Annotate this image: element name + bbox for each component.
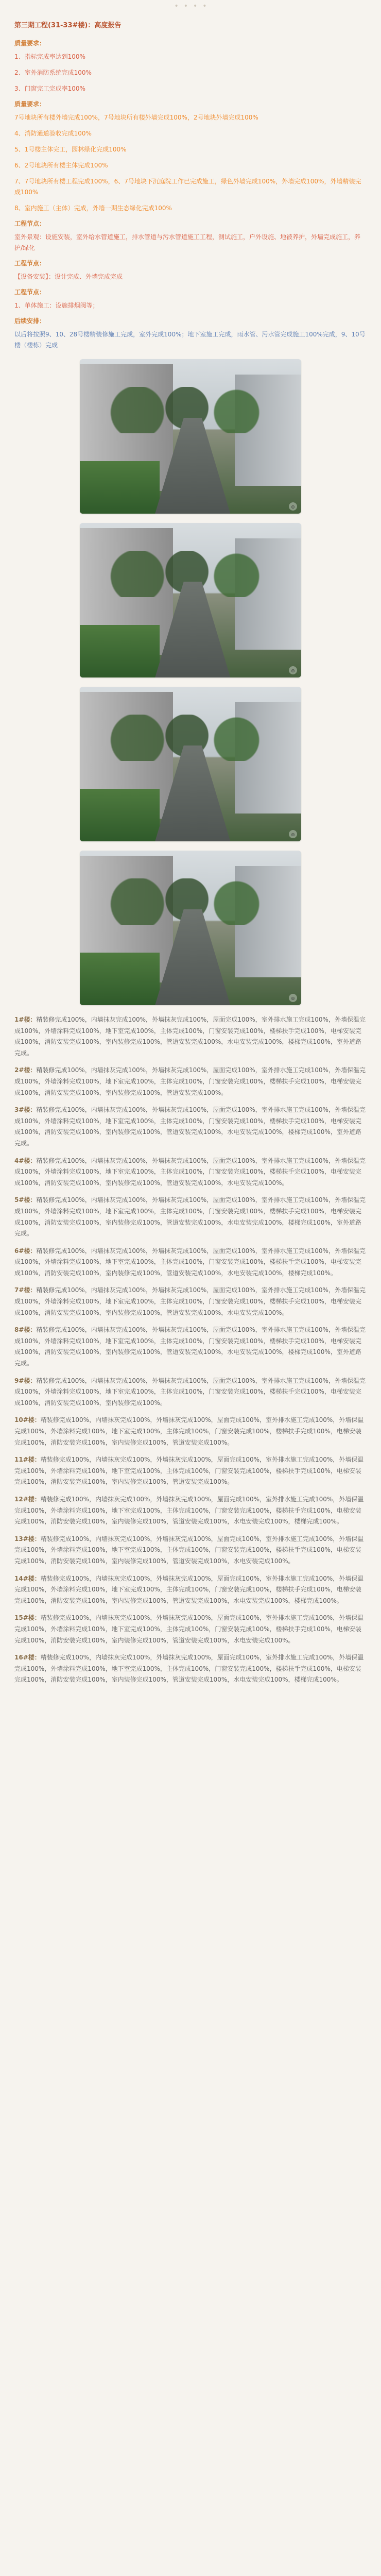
building-status-item (14, 1105, 367, 1149)
building-label: 3#楼： (14, 1106, 37, 1114)
top-dot: • (193, 2, 198, 10)
watermark-icon: ◎ (289, 502, 297, 511)
construction-photo (80, 359, 301, 514)
photo-grass (80, 461, 160, 514)
section-line: 4、消防通道验收完成100% (14, 130, 92, 137)
building-status-item (14, 1494, 367, 1528)
photo-wrapper (14, 851, 367, 1005)
building-status-text: 精装修完成100%，内墙抹灰完成100%，外墙抹灰完成100%，屋面完成100%，室外排水施工完成100%，外墙保温完成100%，外墙涂料完成100%，地下室完成100%，主体完成100%，门窗安装完成100%，楼梯扶手完成100%，电梯安装完成100%，消防安装完成100%，室内装修完成100%，管道安装完成100%，水电安装完成100%。 (14, 1157, 366, 1187)
top-dot: • (202, 2, 207, 10)
building-status-item (14, 1325, 367, 1369)
section-label: 工程节点： (14, 220, 46, 227)
building-status-list (14, 1014, 367, 1686)
building-label: 4#楼： (14, 1157, 37, 1164)
building-label: 6#楼： (14, 1247, 37, 1255)
building-status-item (14, 1014, 367, 1059)
photo-grass (80, 789, 160, 841)
building-status-text: 精装修完成100%，内墙抹灰完成100%，外墙抹灰完成100%，屋面完成100%，室外排水施工完成100%，外墙保温完成100%，外墙涂料完成100%，地下室完成100%，主体完成100%，门窗安装完成100%，楼梯扶手完成100%，电梯安装完成100%，消防安装完成100%，室内装修完成100%，管道安装完成100%，水电安装完成100%，楼梯完成100%，室外道路完成。 (14, 1196, 366, 1238)
building-label: 14#楼： (14, 1574, 41, 1582)
top-dot: • (183, 2, 188, 10)
building-status-text: 精装修完成100%，内墙抹灰完成100%，外墙抹灰完成100%，屋面完成100%，室外排水施工完成100%，外墙保温完成100%，外墙涂料完成100%，地下室完成100%，主体完成100%，门窗安装完成100%，楼梯扶手完成100%，电梯安装完成100%，消防安装完成100%，室内装修完成100%，管道安装完成100%，水电安装完成100%。 (14, 1286, 366, 1316)
building-label: 11#楼： (14, 1456, 41, 1464)
building-status-item (14, 1573, 367, 1607)
building-status-item (14, 1195, 367, 1239)
section-line: 室外景观：设施安装，室外给水管道施工，排水管道与污水管道施工工程，测试施工，户外设施、地被养护，外墙完成施工，养护/绿化 (14, 233, 361, 251)
section-line: 1、单体施工：设施排烟阀等； (14, 302, 99, 309)
building-status-text: 精装修完成100%，内墙抹灰完成100%，外墙抹灰完成100%，屋面完成100%，室外排水施工完成100%，外墙保温完成100%，外墙涂料完成100%，地下室完成100%，主体完成100%，门窗安装完成100%，楼梯扶手完成100%，电梯安装完成100%，消防安装完成100%，室内装修完成100%。 (14, 1377, 366, 1406)
building-status-item (14, 1534, 367, 1567)
building-status-text: 精装修完成100%，内墙抹灰完成100%，外墙抹灰完成100%，屋面完成100%，室外排水施工完成100%，外墙保温完成100%，外墙涂料完成100%，地下室完成100%，主体完成100%，门窗安装完成100%，楼梯扶手完成100%，电梯安装完成100%，消防安装完成100%，室内装修完成100%，管道安装完成100%，水电安装完成100%，楼梯完成100%，室外道路完成。 (14, 1016, 366, 1057)
watermark-icon: ◎ (289, 666, 297, 674)
section-line: 8、室内施工（主体）完成，外墙一期生态绿化完成100% (14, 205, 172, 212)
section-line: 7号地块所有楼外墙完成100%，7号地块所有楼外墙完成100%，2号地块外墙完成100% (14, 114, 258, 121)
building-label: 8#楼： (14, 1326, 37, 1334)
content-area (0, 12, 381, 1706)
section-line: 2、室外消防系统完成100% (14, 69, 92, 76)
photo-grass (80, 625, 160, 677)
building-label: 16#楼： (14, 1654, 41, 1662)
building-label: 2#楼： (14, 1066, 37, 1074)
building-label: 15#楼： (14, 1614, 41, 1622)
building-label: 10#楼： (14, 1416, 41, 1424)
building-status-item (14, 1065, 367, 1098)
photo-grass (80, 953, 160, 1005)
building-status-text: 精装修完成100%，内墙抹灰完成100%，外墙抹灰完成100%，屋面完成100%，室外排水施工完成100%，外墙保温完成100%，外墙涂料完成100%，地下室完成100%，主体完成100%，门窗安装完成100%，楼梯扶手完成100%，电梯安装完成100%，消防安装完成100%，室内装修完成100%，管道安装完成100%，水电安装完成100%，楼梯完成100%。 (14, 1574, 364, 1604)
building-status-text: 精装修完成100%，内墙抹灰完成100%，外墙抹灰完成100%，屋面完成100%，室外排水施工完成100%，外墙保温完成100%，外墙涂料完成100%，地下室完成100%，主体完成100%，门窗安装完成100%，楼梯扶手完成100%，电梯安装完成100%，消防安装完成100%，室内装修完成100%，管道安装完成100%，水电安装完成100%。 (14, 1614, 364, 1644)
document-title: 第三期工程(31-33#楼)：高度报告 (14, 22, 122, 29)
section-line: 1、指标完成率达到100% (14, 53, 85, 60)
section-label: 质量要求： (14, 100, 46, 108)
building-status-text: 精装修完成100%，内墙抹灰完成100%，外墙抹灰完成100%，屋面完成100%，室外排水施工完成100%，外墙保温完成100%，外墙涂料完成100%，地下室完成100%，主体完成100%，门窗安装完成100%，楼梯扶手完成100%，电梯安装完成100%，消防安装完成100%，室内装修完成100%，管道安装完成100%。 (14, 1456, 364, 1486)
building-label: 5#楼： (14, 1196, 37, 1204)
building-status-text: 精装修完成100%，内墙抹灰完成100%，外墙抹灰完成100%，屋面完成100%，室外排水施工完成100%，外墙保温完成100%，外墙涂料完成100%，地下室完成100%，主体完成100%，门窗安装完成100%，楼梯扶手完成100%，电梯安装完成100%，消防安装完成100%，室内装修完成100%，管道安装完成100%，水电安装完成100%。 (14, 1535, 364, 1565)
building-status-text: 精装修完成100%，内墙抹灰完成100%，外墙抹灰完成100%，屋面完成100%，室外排水施工完成100%，外墙保温完成100%，外墙涂料完成100%，地下室完成100%，主体完成100%，门窗安装完成100%，楼梯扶手完成100%，电梯安装完成100%，消防安装完成100%，室内装修完成100%，管道安装完成100%，水电安装完成100%，楼梯完成100%，室外道路完成。 (14, 1106, 366, 1147)
building-status-item (14, 1285, 367, 1318)
section-line: 7、7号地块所有楼工程完成100%，6、7号地块下沉庭院工作已完成施工，绿色外墙完成100%，外墙完成100%，外墙精装完成100% (14, 178, 361, 196)
building-status-item (14, 1156, 367, 1189)
building-label: 13#楼： (14, 1535, 41, 1543)
construction-photo (80, 687, 301, 841)
top-dots (0, 0, 381, 12)
section-label: 工程节点： (14, 289, 46, 296)
construction-photo (80, 851, 301, 1005)
building-status-item (14, 1652, 367, 1686)
building-label: 9#楼： (14, 1377, 37, 1384)
building-status-text: 精装修完成100%，内墙抹灰完成100%，外墙抹灰完成100%，屋面完成100%，室外排水施工完成100%，外墙保温完成100%，外墙涂料完成100%，地下室完成100%，主体完成100%，门窗安装完成100%，楼梯扶手完成100%，电梯安装完成100%，消防安装完成100%，室内装修完成100%，管道安装完成100%，水电安装完成100%，楼梯完成100%。 (14, 1247, 366, 1277)
section-label: 工程节点： (14, 260, 46, 267)
building-status-item (14, 1613, 367, 1646)
building-status-item (14, 1376, 367, 1409)
building-status-item (14, 1415, 367, 1448)
photo-wrapper (14, 687, 367, 841)
building-label: 7#楼： (14, 1286, 37, 1294)
building-status-text: 精装修完成100%，内墙抹灰完成100%，外墙抹灰完成100%，屋面完成100%，室外排水施工完成100%，外墙保温完成100%，外墙涂料完成100%，地下室完成100%，主体完成100%，门窗安装完成100%，楼梯扶手完成100%，电梯安装完成100%，消防安装完成100%，室内装修完成100%，管道安装完成100%，水电安装完成100%，楼梯完成100%。 (14, 1495, 364, 1526)
building-label: 12#楼： (14, 1495, 41, 1503)
building-status-item (14, 1246, 367, 1279)
building-label: 1#楼： (14, 1016, 37, 1023)
section-line: 以后将按照9、10、28号楼精装修施工完成，室外完成100%；地下室施工完成，雨水管、污水管完成施工100%完成，9、10号楼（楼栋）完成 (14, 331, 366, 349)
section-label: 质量要求： (14, 40, 46, 47)
building-status-item (14, 1454, 367, 1488)
watermark-icon: ◎ (289, 830, 297, 838)
section-line: 6、2号地块所有楼主体完成100% (14, 162, 108, 169)
building-status-text: 精装修完成100%，内墙抹灰完成100%，外墙抹灰完成100%，屋面完成100%，室外排水施工完成100%，外墙保温完成100%，外墙涂料完成100%，地下室完成100%，主体完成100%，门窗安装完成100%，楼梯扶手完成100%，电梯安装完成100%，消防安装完成100%，室内装修完成100%，管道安装完成100%。 (14, 1066, 366, 1096)
photo-wrapper (14, 359, 367, 514)
section-label: 后续安排： (14, 317, 46, 325)
top-dot: • (174, 2, 179, 10)
photo-wrapper (14, 523, 367, 677)
section-line: 5、1号楼主体完工，园林绿化完成100% (14, 146, 127, 153)
building-status-text: 精装修完成100%，内墙抹灰完成100%，外墙抹灰完成100%，屋面完成100%，室外排水施工完成100%，外墙保温完成100%，外墙涂料完成100%，地下室完成100%，主体完成100%，门窗安装完成100%，楼梯扶手完成100%，电梯安装完成100%，消防安装完成100%，室内装修完成100%，管道安装完成100%，水电安装完成100%，楼梯完成100%。 (14, 1654, 364, 1684)
section-line: 【设备安装】：设计完成、外墙完成完成 (14, 273, 123, 280)
building-status-text: 精装修完成100%，内墙抹灰完成100%，外墙抹灰完成100%，屋面完成100%，室外排水施工完成100%，外墙保温完成100%，外墙涂料完成100%，地下室完成100%，主体完成100%，门窗安装完成100%，楼梯扶手完成100%，电梯安装完成100%，消防安装完成100%，室内装修完成100%，管道安装完成100%。 (14, 1416, 364, 1446)
construction-photo (80, 523, 301, 677)
watermark-icon: ◎ (289, 994, 297, 1002)
building-status-text: 精装修完成100%，内墙抹灰完成100%，外墙抹灰完成100%，屋面完成100%，室外排水施工完成100%，外墙保温完成100%，外墙涂料完成100%，地下室完成100%，主体完成100%，门窗安装完成100%，楼梯扶手完成100%，电梯安装完成100%，消防安装完成100%，室内装修完成100%，管道安装完成100%，水电安装完成100%，楼梯完成100%，室外道路完成。 (14, 1326, 366, 1367)
section-line: 3、门窗完工完成率100% (14, 85, 85, 92)
